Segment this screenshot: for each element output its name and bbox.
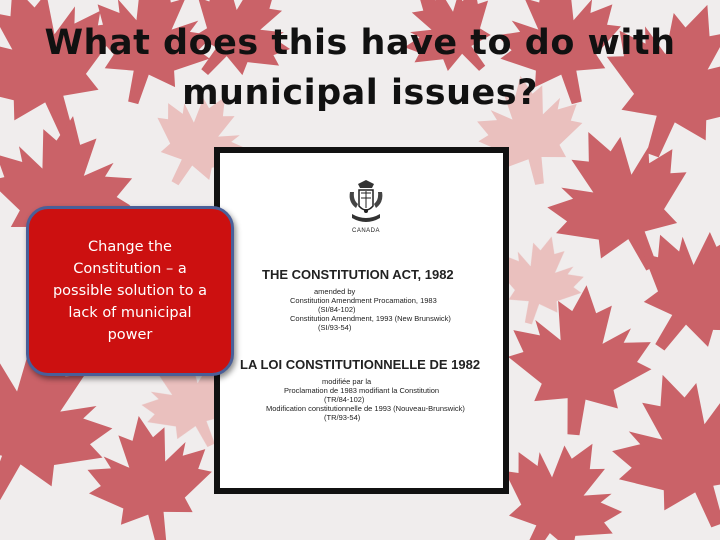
slide-title-line-1: What does this have to do with: [44, 23, 676, 63]
english-amendment-line: amended by: [314, 287, 356, 296]
english-amendment-line: Constitution Amendment, 1993 (New Brunswick): [290, 314, 451, 323]
french-act-title: LA LOI CONSTITUTIONNELLE DE 1982: [240, 357, 481, 372]
english-amendment-line: Constitution Amendment Procamation, 1983: [290, 296, 437, 305]
document-page: [220, 153, 503, 488]
english-act-title: THE CONSTITUTION ACT, 1982: [262, 267, 454, 282]
coat-of-arms-icon: [346, 178, 386, 230]
english-amendment-line: (SI/93-54): [318, 323, 352, 332]
slide-title-line-2: municipal issues?: [182, 73, 538, 113]
english-amendment-line: (SI/84-102): [318, 305, 356, 314]
french-amendment-line: modifiée par la: [322, 377, 372, 386]
french-amendment-line: Proclamation de 1983 modifiant la Constitution: [284, 386, 440, 395]
constitution-document-image: [214, 147, 509, 494]
callout-text: Change the Constitution – a possible solution to a lack of municipal power: [52, 239, 208, 343]
french-amendment-line: (TR/84-102): [324, 395, 365, 404]
french-amendment-line: (TR/93-54): [324, 413, 361, 422]
slide-title: [20, 18, 700, 118]
french-amendment-line: Modification constitutionnelle de 1993 (Nouveau-Brunswick): [266, 404, 465, 413]
crest-caption: CANADA: [351, 228, 380, 234]
callout-box: [26, 206, 234, 376]
